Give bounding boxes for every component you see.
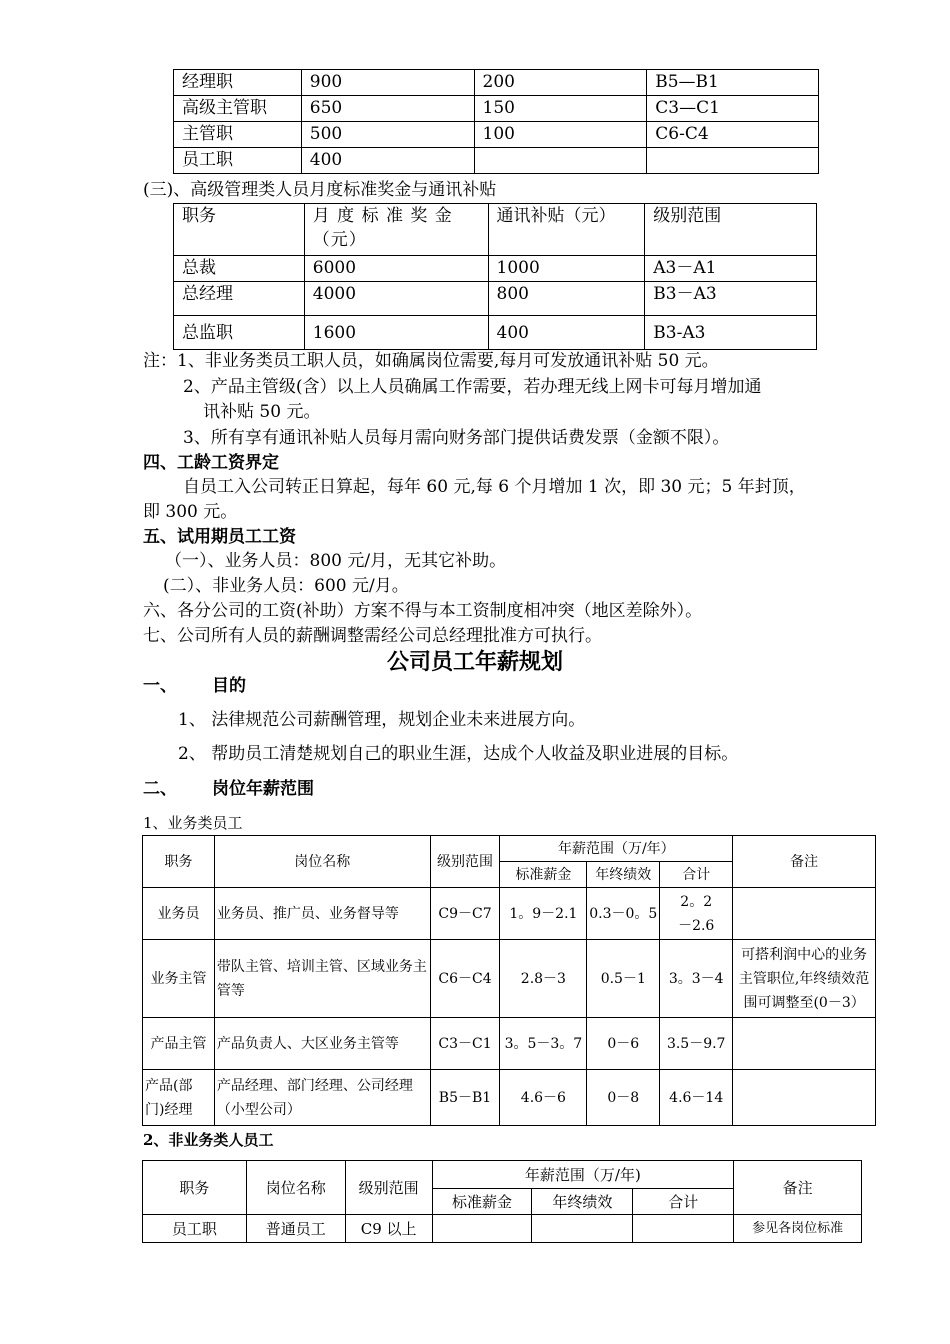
bonus-table (173, 203, 817, 350)
table-cell: 业务主管 (143, 940, 215, 1018)
column-header: 职务 (143, 1161, 247, 1215)
note-line: 3、所有享有通讯补贴人员每月需向财务部门提供话费发票（金额不限）。 (183, 428, 730, 448)
table-row (174, 148, 819, 174)
part-number: 二、 (143, 779, 177, 799)
list-item: 1、 法律规范公司薪酬管理，规划企业未来进展方向。 (178, 710, 586, 730)
table-cell (647, 148, 819, 174)
table-cell: 总裁 (174, 256, 305, 282)
table-cell (733, 1070, 876, 1126)
table-cell: 0.3－0。5 (587, 888, 660, 940)
table-cell: 业务员、推广员、业务督导等 (214, 888, 430, 940)
table-row (174, 70, 819, 96)
table-header-row (143, 1161, 862, 1189)
table-row (174, 256, 817, 282)
paragraph: (二）、非业务人员：600 元/月。 (163, 576, 409, 596)
table-row (143, 1018, 876, 1070)
table-cell: 400 (301, 148, 474, 174)
paragraph: 自员工入公司转正日算起，每年 60 元,每 6 个月增加 1 次，即 30 元；5 年封顶， (183, 477, 806, 497)
table-cell: 1。9－2.1 (500, 888, 587, 940)
column-header: 标准薪金 (500, 862, 587, 888)
table-cell: 总经理 (174, 282, 305, 316)
table-cell: 1600 (304, 316, 488, 350)
column-header: 年薪范围（万/年） (500, 836, 733, 862)
column-header: 岗位名称 (246, 1161, 345, 1215)
table-cell: 900 (301, 70, 474, 96)
table-cell: C6-C4 (647, 122, 819, 148)
table-cell: 带队主管、培训主管、区域业务主管等 (214, 940, 430, 1018)
paragraph: 六、各分公司的工资(补助）方案不得与本工资制度相冲突（地区差除外）。 (143, 601, 703, 621)
table-cell: 1000 (488, 256, 645, 282)
table-cell: 500 (301, 122, 474, 148)
table-cell (474, 148, 647, 174)
table-row (143, 888, 876, 940)
table-cell: B3-A3 (645, 316, 817, 350)
column-header: 合计 (660, 862, 733, 888)
table-cell: 200 (474, 70, 647, 96)
part-number: 一、 (143, 676, 177, 696)
column-header: 级别范围 (345, 1161, 432, 1215)
note-line: 注：1、非业务类员工职人员，如确属岗位需要,每月可发放通讯补贴 50 元。 (143, 351, 719, 371)
salary-table-top (173, 69, 819, 174)
table-row (174, 122, 819, 148)
table-cell: 产品经理、部门经理、公司经理（小型公司） (214, 1070, 430, 1126)
table-cell: C3—C1 (647, 96, 819, 122)
table-row (174, 282, 817, 316)
table-cell: 普通员工 (246, 1215, 345, 1243)
column-header: 级别范围 (645, 204, 817, 256)
table-cell: 400 (488, 316, 645, 350)
table-cell: 4.6－6 (500, 1070, 587, 1126)
table-cell: 经理职 (174, 70, 302, 96)
table-cell: 4.6－14 (660, 1070, 733, 1126)
table-cell: 650 (301, 96, 474, 122)
table-cell: 0.5－1 (587, 940, 660, 1018)
table-cell: B5－B1 (430, 1070, 500, 1126)
table-cell: B5—B1 (647, 70, 819, 96)
sub-heading: 1、业务类员工 (143, 814, 243, 832)
table-cell: 4000 (304, 282, 488, 316)
table-cell: 高级主管职 (174, 96, 302, 122)
table-cell: 3。3－4 (660, 940, 733, 1018)
section-heading: (三)、高级管理类人员月度标准奖金与通讯补贴 (143, 180, 497, 200)
paragraph: 即 300 元。 (143, 502, 238, 522)
table-cell: 参见各岗位标准 (734, 1215, 862, 1243)
list-item: 2、 帮助员工清楚规划自己的职业生涯，达成个人收益及职业进展的目标。 (178, 744, 739, 764)
column-header: 备注 (734, 1161, 862, 1215)
table-row (174, 96, 819, 122)
table-cell: 总监职 (174, 316, 305, 350)
table-cell: 3。5－3。7 (500, 1018, 587, 1070)
column-header: 月 度 标 准 奖 金（元） (304, 204, 488, 256)
table-cell: 产品负责人、大区业务主管等 (214, 1018, 430, 1070)
table-cell: 员工职 (143, 1215, 247, 1243)
note-line: 讯补贴 50 元。 (203, 402, 321, 422)
table-cell: 产品(部门)经理 (143, 1070, 215, 1126)
table-cell: 2.8－3 (500, 940, 587, 1018)
table-cell: 3.5－9.7 (660, 1018, 733, 1070)
table-cell: 可搭利润中心的业务主管职位,年终绩效范围可调整至(0－3） (733, 940, 876, 1018)
column-header: 年终绩效 (532, 1189, 633, 1215)
paragraph: （一）、业务人员：800 元/月，无其它补助。 (165, 551, 507, 571)
table-cell: A3－A1 (645, 256, 817, 282)
note-line: 2、产品主管级(含）以上人员确属工作需要，若办理无线上网卡可每月增加通 (183, 377, 762, 397)
paragraph: 七、公司所有人员的薪酬调整需经公司总经理批准方可执行。 (143, 626, 602, 646)
column-header: 备注 (733, 836, 876, 888)
column-header: 合计 (633, 1189, 734, 1215)
table-cell: 0－6 (587, 1018, 660, 1070)
column-header: 岗位名称 (214, 836, 430, 888)
section-heading: 四、工龄工资界定 (143, 453, 279, 473)
table-cell: C9－C7 (430, 888, 500, 940)
business-staff-salary-table (142, 835, 876, 1126)
table-cell: 150 (474, 96, 647, 122)
column-header: 标准薪金 (432, 1189, 532, 1215)
table-cell: 800 (488, 282, 645, 316)
table-cell: 0－8 (587, 1070, 660, 1126)
table-cell: B3－A3 (645, 282, 817, 316)
column-header: 年终绩效 (587, 862, 660, 888)
table-cell: C9 以上 (345, 1215, 432, 1243)
column-header: 通讯补贴（元） (488, 204, 645, 256)
table-cell (633, 1215, 734, 1243)
table-header-row (143, 836, 876, 862)
column-header: 职务 (174, 204, 305, 256)
table-cell: 产品主管 (143, 1018, 215, 1070)
non-business-salary-table (142, 1160, 862, 1243)
table-cell: 6000 (304, 256, 488, 282)
column-header: 年薪范围（万/年) (432, 1161, 734, 1189)
table-cell (432, 1215, 532, 1243)
table-cell (532, 1215, 633, 1243)
column-header: 级别范围 (430, 836, 500, 888)
table-cell: 业务员 (143, 888, 215, 940)
table-cell: 主管职 (174, 122, 302, 148)
table-cell: 员工职 (174, 148, 302, 174)
table-cell: 100 (474, 122, 647, 148)
table-row (143, 1215, 862, 1243)
table-row (174, 316, 817, 350)
column-header: 职务 (143, 836, 215, 888)
section-heading: 岗位年薪范围 (212, 779, 314, 799)
table-cell (733, 888, 876, 940)
section-heading: 五、试用期员工工资 (143, 527, 296, 547)
table-cell: C6－C4 (430, 940, 500, 1018)
table-cell: 2。2－2.6 (660, 888, 733, 940)
table-cell: C3－C1 (430, 1018, 500, 1070)
table-row (143, 940, 876, 1018)
table-header-row (174, 204, 817, 256)
table-row (143, 1070, 876, 1126)
section-heading: 目的 (212, 676, 246, 696)
document-title: 公司员工年薪规划 (386, 649, 563, 675)
table-cell (733, 1018, 876, 1070)
sub-heading: 2、非业务类人员工 (143, 1131, 274, 1149)
